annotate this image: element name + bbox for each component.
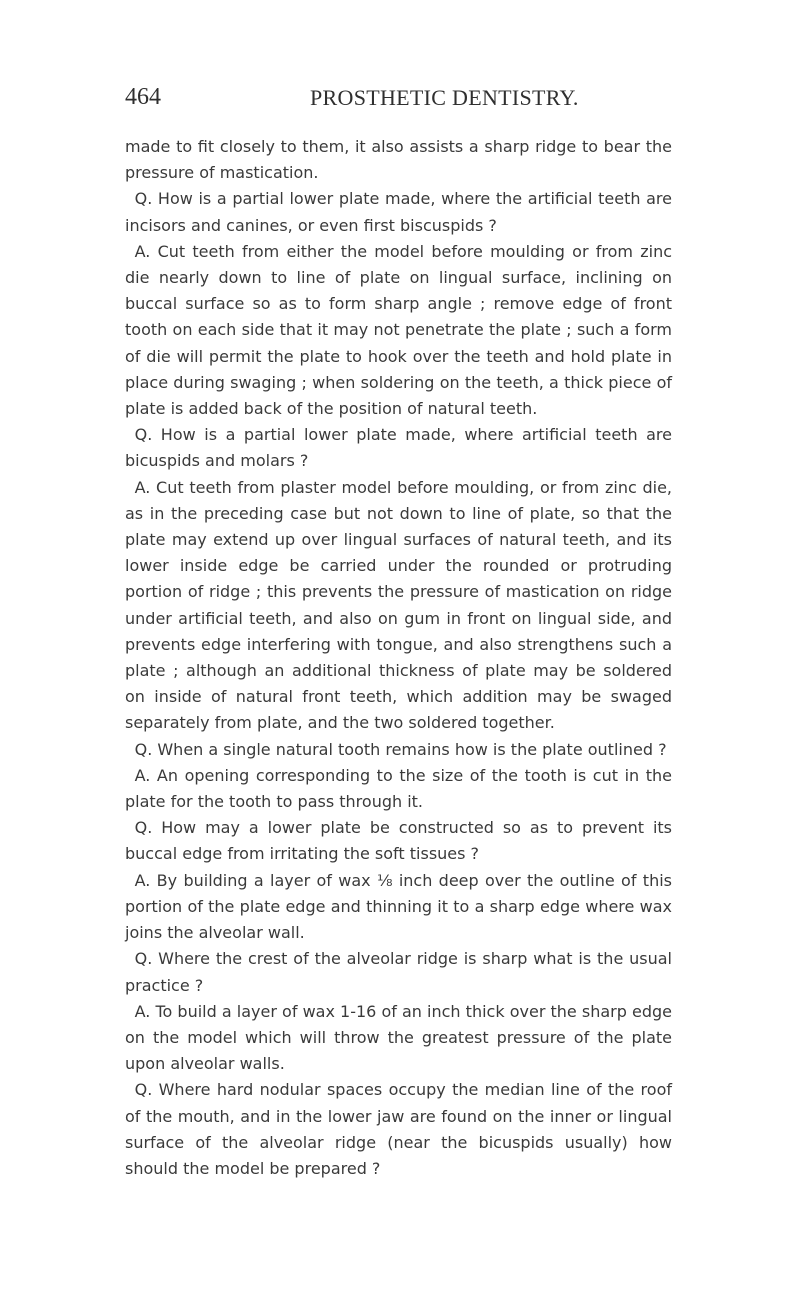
question-paragraph: Q. When a single natural tooth remains how is the plate outlined ? (134, 739, 667, 759)
question-paragraph: Q. Where the crest of the alveolar ridge is sharp what is the usual practice ? (125, 949, 672, 995)
answer-paragraph: A. Cut teeth from plaster model before moulding, or from zinc die, as in the preceding case but not down to line of plate, so that the plate may extend up over lingual surfaces of natural teeth, and its lower inside edge be carried under the rounded or protruding portion of ridge ; this prevents the pressure of mastication on ridge under artificial teeth, and also on gum in front on lingual side, and prevents edge interfering with tongue, and also strengthens such a plate ; although an additional thickness of plate may be soldered on inside of natural front teeth, which addition may be swaged separately from plate, and the two soldered together. (125, 477, 672, 733)
answer-paragraph: A. To build a layer of wax 1-16 of an inch thick over the sharp edge on the model which will throw the greatest pressure of the plate upon alveolar walls. (125, 1001, 672, 1074)
page-number: 464 (125, 84, 161, 110)
answer-paragraph: A. By building a layer of wax ⅛ inch deep over the outline of this portion of the plate edge and thinning it to a sharp edge where wax joins the alveolar wall. (125, 870, 672, 943)
answer-paragraph: A. Cut teeth from either the model before moulding or from zinc die nearly down to line of plate on lingual surface, inclining on buccal surface so as to form sharp angle ; remove edge of front tooth on each side that it may not penetrate the plate ; such a form of die will permit the plate to hook over the teeth and hold plate in place during swaging ; when soldering on the teeth, a thick piece of plate is added back of the position of natural teeth. (125, 241, 672, 419)
answer-paragraph: A. An opening corresponding to the size of the tooth is cut in the plate for the tooth to pass through it. (125, 765, 672, 812)
page-header (125, 84, 685, 124)
question-paragraph: Q. How is a partial lower plate made, where the artificial teeth are incisors and canines, or even first biscuspids ? (125, 189, 672, 235)
question-paragraph: Q. How may a lower plate be constructed so as to prevent its buccal edge from irritating the soft tissues ? (125, 818, 672, 864)
question-paragraph: Q. How is a partial lower plate made, where artificial teeth are bicuspids and molars ? (125, 425, 672, 471)
page-body (125, 134, 672, 1182)
continued-paragraph: made to fit closely to them, it also assists a sharp ridge to bear the pressure of mastication. (125, 137, 672, 183)
question-paragraph: Q. Where hard nodular spaces occupy the median line of the roof of the mouth, and in the lower jaw are found on the inner or lingual surface of the alveolar ridge (near the bicuspids usually) how should the model be prepared ? (125, 1080, 672, 1178)
running-head: PROSTHETIC DENTISTRY. (310, 85, 579, 110)
